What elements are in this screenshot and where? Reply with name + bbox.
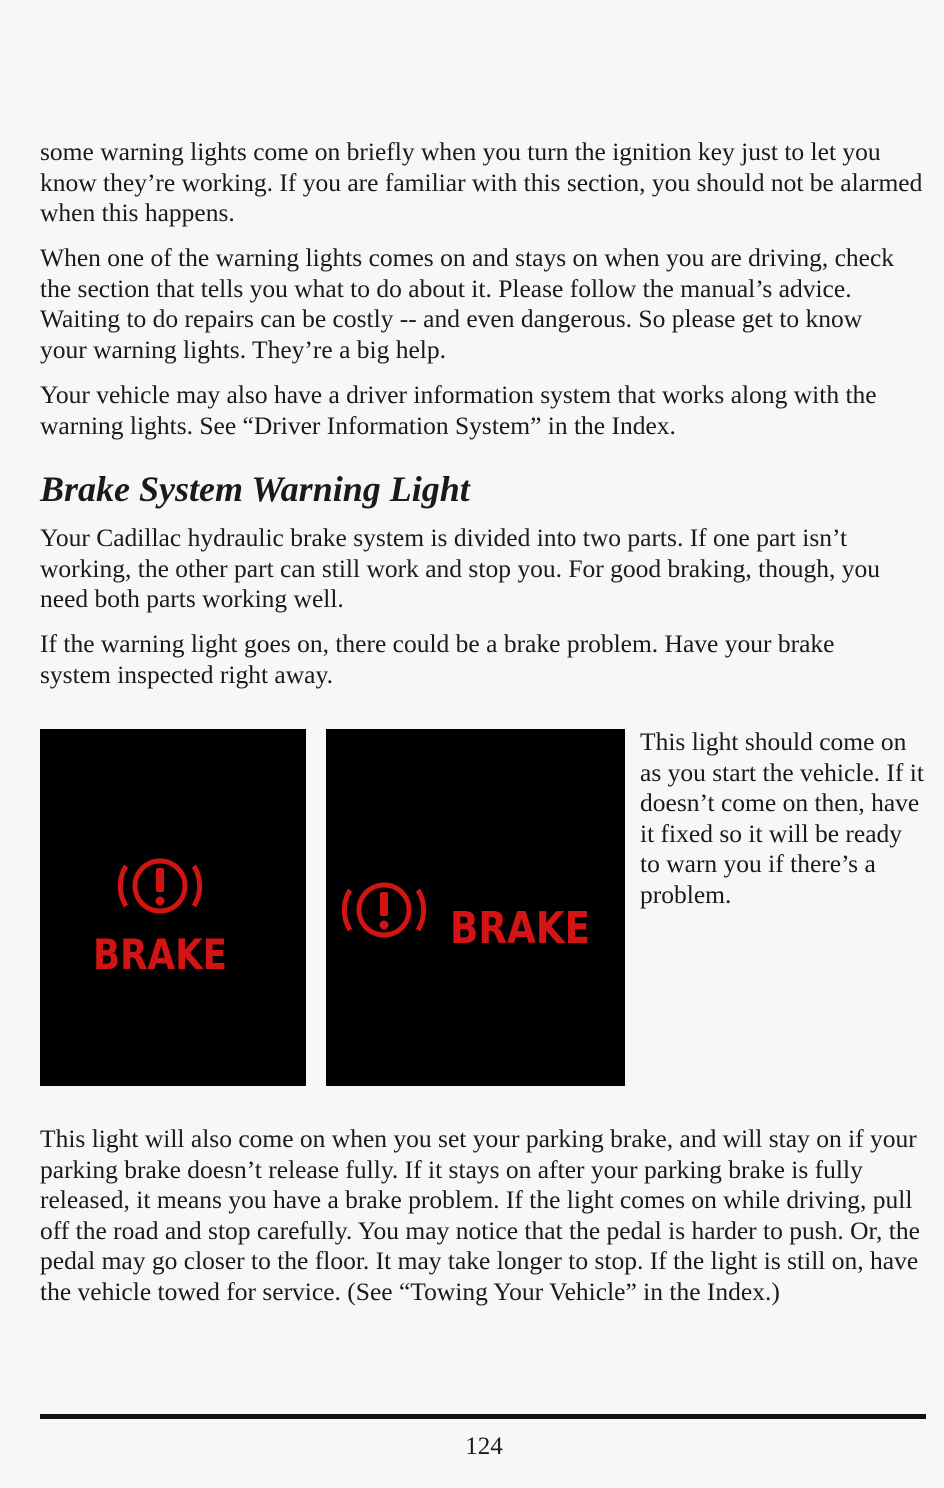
intro-paragraph: some warning lights come on briefly when you turn the ignition key just to let you know they’re working. If you are familiar with this section, you should not be alarmed when this happens. (40, 137, 923, 227)
section-heading: Brake System Warning Light (40, 469, 470, 509)
brake-light-panel-left (40, 729, 306, 1086)
parking-brake-paragraph: This light will also come on when you set your parking brake, and will stay on if your parking brake doesn’t release fully. If it stays on after your parking brake is fully released, it means you have a brake problem. If the light comes on while driving, pull off the road and stop carefully. You may notice that the pedal is harder to push. Or, the pedal may go closer to the floor. It may take longer to stop. If the light is still on, have the vehicle towed for service. (See “Towing Your Vehicle” in the Index.) (40, 1124, 920, 1306)
brake-system-paragraph: Your Cadillac hydraulic brake system is divided into two parts. If one part isn’t working, the other part can still work and stop you. For good braking, though, you need both parts working well. (40, 523, 880, 613)
brake-light-panel-right (326, 729, 625, 1086)
brake-warning-icon-left (40, 729, 306, 1086)
brake-label-left: BRAKE (93, 930, 227, 979)
brake-problem-paragraph: If the warning light goes on, there could be a brake problem. Have your brake system inspected right away. (40, 629, 835, 689)
driver-information-paragraph: Your vehicle may also have a driver information system that works along with the warning lights. See “Driver Information System” in the Index. (40, 380, 877, 440)
brake-warning-icon-right (326, 729, 625, 1086)
light-should-come-on-text: This light should come on as you start the vehicle. If it doesn’t come on then, have it fixed so it will be ready to warn you if there’s a problem. (640, 727, 924, 909)
footer-rule (40, 1414, 926, 1419)
page-number: 124 (465, 1433, 503, 1460)
brake-label-right: BRAKE (450, 903, 590, 954)
stays-on-paragraph: When one of the warning lights comes on and stays on when you are driving, check the section that tells you what to do about it. Please follow the manual’s advice. Waiting to do repairs can be costly -- and even dangerous. So please get to know your warning lights. They’re a big help. (40, 243, 895, 364)
